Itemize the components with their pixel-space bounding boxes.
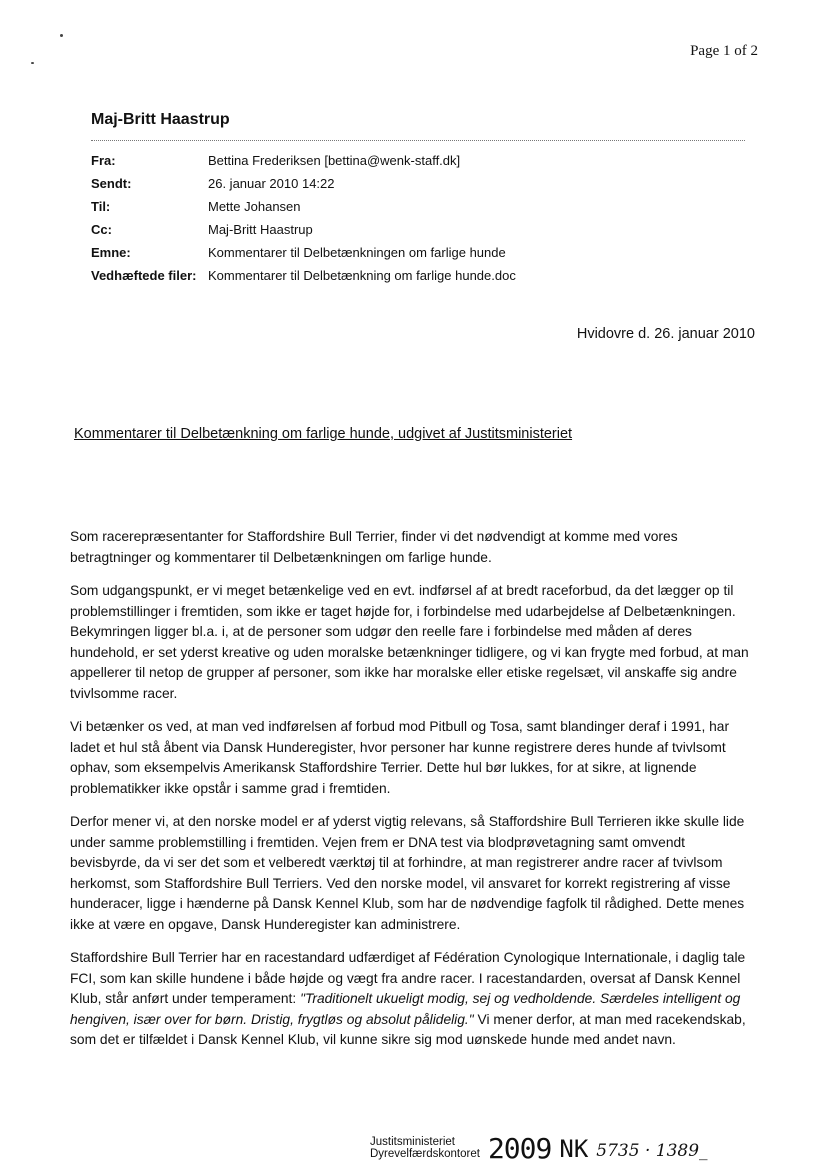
- header-row-from: [91, 149, 751, 172]
- header-value: Mette Johansen: [208, 199, 301, 214]
- paragraph-text: Staffordshire Bull Terrier har en racestandard udfærdiget af Fédération Cynologique Internationale, i daglig tale FCI, som kan skille hundene i både højde og vægt fra andre racer. I racestandarden, oversat af Dansk Kennel Klub, står anført under temperament:: [70, 950, 746, 1006]
- header-label: Emne:: [91, 245, 131, 260]
- header-row-to: [91, 195, 751, 218]
- email-headers: [91, 149, 751, 287]
- scan-speck: [60, 34, 63, 37]
- header-label: Til:: [91, 199, 111, 214]
- header-value: Kommentarer til Delbetænkning om farlige hunde.doc: [208, 268, 516, 283]
- paragraph-text: Vi mener derfor, at man med racekendskab, som det er tilfældet i Dansk Kennel Klub, vil kunne sikre sig mod uønskede hunde med andet navn.: [70, 1011, 746, 1047]
- journal-stamp: [370, 1112, 708, 1164]
- breed-standard-quote: "Traditionelt ukueligt modig, sej og vedholdende. Særdeles intelligent og hengiven, især over for børn. Dristig, frygtløs og absolut pålidelig.": [70, 991, 741, 1027]
- body-paragraph: Som racerepræsentanter for Staffordshire Bull Terrier, finder vi det nødvendigt at komme med vores betragtninger og kommentarer til Delbetænkningen om farlige hunde.: [70, 529, 678, 565]
- stamp-number: 5735 · 1389_: [596, 1141, 708, 1161]
- header-label: Sendt:: [91, 176, 132, 191]
- document-title: Kommentarer til Delbetænkning om farlige hunde, udgivet af Justitsministeriet: [74, 426, 573, 442]
- page-number: Page 1 of 2: [690, 43, 758, 59]
- header-value: Maj-Britt Haastrup: [208, 222, 313, 237]
- header-row-sent: [91, 172, 751, 195]
- header-label: Cc:: [91, 222, 112, 237]
- stamp-code: NK: [559, 1135, 589, 1163]
- stamp-org-line: Dyrevelfærdskontoret: [370, 1148, 480, 1160]
- stamp-organization: [370, 1136, 480, 1160]
- stamp-year: 2009: [487, 1132, 552, 1165]
- header-value: Kommentarer til Delbetænkningen om farlige hunde: [208, 245, 506, 260]
- header-label: Vedhæftede filer:: [91, 268, 197, 283]
- body-paragraph-last: [70, 948, 758, 1051]
- letter-body: [70, 527, 758, 1064]
- stamp-org-line: Justitsministeriet: [370, 1136, 455, 1148]
- header-row-attachments: [91, 264, 751, 287]
- body-paragraph: Derfor mener vi, at den norske model er af yderst vigtig relevans, så Staffordshire Bull Terrieren ikke skulle lide under samme problemstilling i fremtiden. Vejen frem er DNA test via blodprøvetagning samt omvendt bevisbyrde, da vi ser det som et velberedt værktøj til at forhindre, at man registrerer andre racer af tvivlsom herkomst, som Staffordshire Bull Terriers. Ved den norske model, vil ansvaret for korrekt registrering af visse hunderacer, ligge i hænderne på Dansk Kennel Klub, som har de nødvendige fagfolk til rådighed. Dette menes ikke at være en opgave, Dansk Hunderegister kan administrere.: [70, 814, 745, 932]
- body-paragraph: Som udgangspunkt, er vi meget betænkelige ved en evt. indførsel af at bredt raceforbud, da det lægger op til problemstillinger i fremtiden, som ikke er taget højde for, i forbindelse med udarbejdelse af Delbetænkningen. Bekymringen ligger bl.a. i, at de personer som udgør den reelle fare i forbindelse med måden af deres hundehold, er set yderst kreative og uden moralske betænkninger tidligere, og vi kan frygte med forbud, at man appellerer til netop de grupper af personer, som ikke har moralske eller etiske regelsæt, vil anskaffe sig andre tvivlsomme racer.: [70, 583, 749, 701]
- header-row-cc: [91, 218, 751, 241]
- header-divider: [91, 140, 745, 141]
- place-date: Hvidovre d. 26. januar 2010: [576, 326, 755, 342]
- scan-speck: [31, 62, 34, 64]
- header-label: Fra:: [91, 153, 116, 168]
- sender-name: Maj-Britt Haastrup: [91, 111, 230, 128]
- body-paragraph: Vi betænker os ved, at man ved indførelsen af forbud mod Pitbull og Tosa, samt blandinger deraf i 1991, har ladet et hul stå åbent via Dansk Hunderegister, hvor personer har kunne registrere deres hunde af tvivlsomt ophav, som eksempelvis Amerikansk Staffordshire Terrier. Dette hul bør lukkes, for at sikre, at lignende problematikker ikke opstår i samme grad i fremtiden.: [70, 719, 730, 796]
- header-value: Bettina Frederiksen [bettina@wenk-staff.dk]: [208, 153, 461, 168]
- header-value: 26. januar 2010 14:22: [208, 176, 335, 191]
- header-row-subject: [91, 241, 751, 264]
